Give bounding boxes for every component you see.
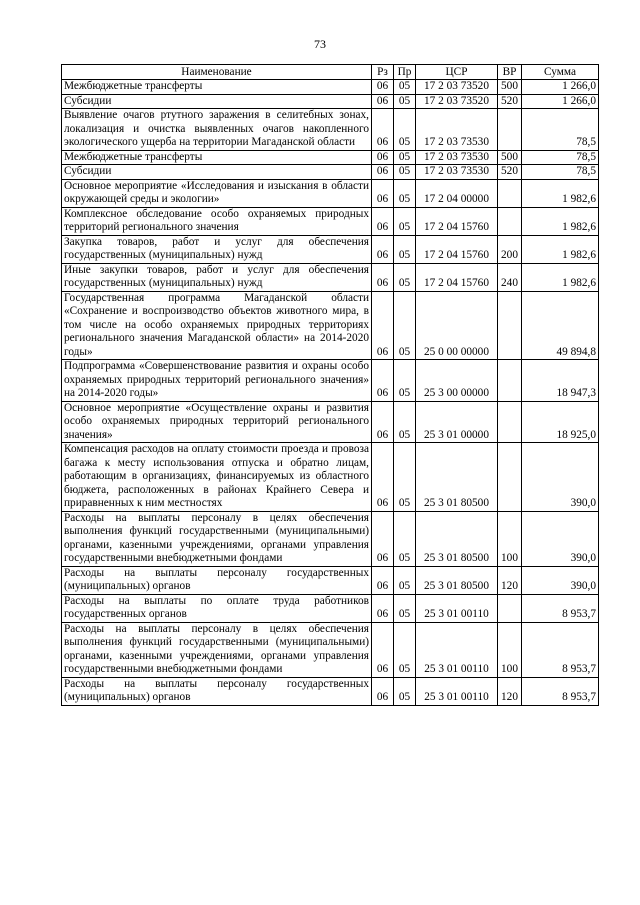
row-name-cell: Расходы на выплаты персоналу в целях обеспечения выполнения функций государственными (муниципальными) органами, казенными учреждениями, органами управления государственными внебюджетными фондами: [62, 511, 372, 566]
row-sum-cell: 18 925,0: [522, 401, 599, 443]
row-rz-cell: 06: [372, 443, 394, 512]
row-vr-cell: [498, 360, 522, 402]
row-csr-cell: 25 0 00 00000: [416, 291, 498, 360]
row-rz-cell: 06: [372, 207, 394, 235]
row-rz-cell: 06: [372, 566, 394, 594]
row-sum-cell: 78,5: [522, 109, 599, 151]
table-header-row: [62, 65, 599, 80]
row-vr-cell: 500: [498, 150, 522, 165]
row-name-cell: Комплексное обследование особо охраняемых природных территорий регионального значения: [62, 207, 372, 235]
row-name-cell: Расходы на выплаты по оплате труда работников государственных органов: [62, 594, 372, 622]
header-rz: Рз: [372, 65, 394, 80]
table-row: [62, 401, 599, 443]
table-row: [62, 291, 599, 360]
table-row: [62, 179, 599, 207]
row-csr-cell: 25 3 01 00110: [416, 677, 498, 705]
row-name-cell: Субсидии: [62, 94, 372, 109]
row-pr-cell: 05: [394, 511, 416, 566]
row-csr-cell: 17 2 04 00000: [416, 179, 498, 207]
row-vr-cell: [498, 291, 522, 360]
row-rz-cell: 06: [372, 401, 394, 443]
row-csr-cell: 17 2 03 73530: [416, 165, 498, 180]
row-csr-cell: 25 3 01 00110: [416, 594, 498, 622]
row-pr-cell: 05: [394, 401, 416, 443]
row-name-cell: Расходы на выплаты персоналу государственных (муниципальных) органов: [62, 677, 372, 705]
row-sum-cell: 8 953,7: [522, 677, 599, 705]
row-sum-cell: 18 947,3: [522, 360, 599, 402]
table-row: [62, 622, 599, 677]
row-pr-cell: 05: [394, 677, 416, 705]
header-name: Наименование: [62, 65, 372, 80]
row-pr-cell: 05: [394, 150, 416, 165]
row-csr-cell: 17 2 04 15760: [416, 207, 498, 235]
row-csr-cell: 25 3 01 00110: [416, 622, 498, 677]
table-row: [62, 677, 599, 705]
row-sum-cell: 390,0: [522, 566, 599, 594]
row-vr-cell: 500: [498, 80, 522, 95]
row-name-cell: Субсидии: [62, 165, 372, 180]
row-sum-cell: 1 982,6: [522, 263, 599, 291]
row-csr-cell: 25 3 01 00000: [416, 401, 498, 443]
row-vr-cell: 200: [498, 235, 522, 263]
row-name-cell: Основное мероприятие «Исследования и изыскания в области окружающей среды и экологии»: [62, 179, 372, 207]
table-row: [62, 360, 599, 402]
row-csr-cell: 25 3 01 80500: [416, 566, 498, 594]
row-vr-cell: [498, 443, 522, 512]
table-row: [62, 80, 599, 95]
table-row: [62, 109, 599, 151]
row-sum-cell: 1 982,6: [522, 207, 599, 235]
row-sum-cell: 78,5: [522, 165, 599, 180]
row-vr-cell: [498, 109, 522, 151]
row-csr-cell: 25 3 01 80500: [416, 443, 498, 512]
row-pr-cell: 05: [394, 594, 416, 622]
row-pr-cell: 05: [394, 179, 416, 207]
row-csr-cell: 17 2 04 15760: [416, 235, 498, 263]
row-pr-cell: 05: [394, 622, 416, 677]
row-name-cell: Расходы на выплаты персоналу в целях обеспечения выполнения функций государственными (муниципальными) органами, казенными учреждениями, органами управления государственными внебюджетными фондами: [62, 622, 372, 677]
table-row: [62, 594, 599, 622]
row-name-cell: Иные закупки товаров, работ и услуг для обеспечения государственных (муниципальных) нужд: [62, 263, 372, 291]
row-pr-cell: 05: [394, 165, 416, 180]
row-csr-cell: 25 3 01 80500: [416, 511, 498, 566]
row-rz-cell: 06: [372, 677, 394, 705]
table-row: [62, 511, 599, 566]
row-pr-cell: 05: [394, 207, 416, 235]
row-sum-cell: 1 266,0: [522, 80, 599, 95]
row-vr-cell: [498, 179, 522, 207]
row-rz-cell: 06: [372, 291, 394, 360]
row-sum-cell: 8 953,7: [522, 594, 599, 622]
row-name-cell: Расходы на выплаты персоналу государственных (муниципальных) органов: [62, 566, 372, 594]
row-pr-cell: 05: [394, 109, 416, 151]
row-sum-cell: 390,0: [522, 511, 599, 566]
table-row: [62, 207, 599, 235]
row-csr-cell: 17 2 03 73530: [416, 109, 498, 151]
row-vr-cell: [498, 207, 522, 235]
table-row: [62, 150, 599, 165]
row-rz-cell: 06: [372, 80, 394, 95]
row-pr-cell: 05: [394, 443, 416, 512]
header-csr: ЦСР: [416, 65, 498, 80]
header-vr: ВР: [498, 65, 522, 80]
row-rz-cell: 06: [372, 179, 394, 207]
row-vr-cell: 240: [498, 263, 522, 291]
table-row: [62, 235, 599, 263]
row-vr-cell: 520: [498, 94, 522, 109]
row-csr-cell: 17 2 03 73520: [416, 80, 498, 95]
row-rz-cell: 06: [372, 165, 394, 180]
page-number: 73: [314, 37, 326, 51]
row-csr-cell: 17 2 03 73520: [416, 94, 498, 109]
row-pr-cell: 05: [394, 566, 416, 594]
table-row: [62, 263, 599, 291]
row-pr-cell: 05: [394, 263, 416, 291]
row-vr-cell: 120: [498, 677, 522, 705]
row-name-cell: Межбюджетные трансферты: [62, 80, 372, 95]
table-body: [62, 80, 599, 706]
row-sum-cell: 1 982,6: [522, 235, 599, 263]
row-sum-cell: 8 953,7: [522, 622, 599, 677]
row-name-cell: Межбюджетные трансферты: [62, 150, 372, 165]
row-rz-cell: 06: [372, 360, 394, 402]
header-sum: Сумма: [522, 65, 599, 80]
table-row: [62, 443, 599, 512]
row-sum-cell: 1 982,6: [522, 179, 599, 207]
header-pr: Пр: [394, 65, 416, 80]
row-pr-cell: 05: [394, 360, 416, 402]
row-vr-cell: 120: [498, 566, 522, 594]
row-vr-cell: 100: [498, 622, 522, 677]
row-vr-cell: [498, 594, 522, 622]
row-pr-cell: 05: [394, 291, 416, 360]
row-name-cell: Государственная программа Магаданской области «Сохранение и воспроизводство объектов животного мира, в том числе на особо охраняемых природных территориях регионального значения Магаданской области» на 2014-2020 годы»: [62, 291, 372, 360]
row-rz-cell: 06: [372, 511, 394, 566]
row-sum-cell: 1 266,0: [522, 94, 599, 109]
row-rz-cell: 06: [372, 263, 394, 291]
row-sum-cell: 49 894,8: [522, 291, 599, 360]
row-rz-cell: 06: [372, 235, 394, 263]
row-pr-cell: 05: [394, 80, 416, 95]
row-pr-cell: 05: [394, 235, 416, 263]
row-sum-cell: 78,5: [522, 150, 599, 165]
row-rz-cell: 06: [372, 622, 394, 677]
row-name-cell: Выявление очагов ртутного заражения в селитебных зонах, локализация и очистка выявленных очагов накопленного экологического ущерба на территории Магаданской области: [62, 109, 372, 151]
table-row: [62, 94, 599, 109]
row-csr-cell: 17 2 03 73530: [416, 150, 498, 165]
row-pr-cell: 05: [394, 94, 416, 109]
row-name-cell: Компенсация расходов на оплату стоимости проезда и провоза багажа к месту использования отпуска и обратно лицам, работающим в организациях, финансируемых из областного бюджета, расположенных в районах Крайнего Севера и приравненных к ним местностях: [62, 443, 372, 512]
row-name-cell: Закупка товаров, работ и услуг для обеспечения государственных (муниципальных) нужд: [62, 235, 372, 263]
row-rz-cell: 06: [372, 94, 394, 109]
row-csr-cell: 25 3 00 00000: [416, 360, 498, 402]
row-sum-cell: 390,0: [522, 443, 599, 512]
table-row: [62, 165, 599, 180]
row-rz-cell: 06: [372, 109, 394, 151]
row-csr-cell: 17 2 04 15760: [416, 263, 498, 291]
table-row: [62, 566, 599, 594]
row-rz-cell: 06: [372, 150, 394, 165]
row-vr-cell: 100: [498, 511, 522, 566]
row-name-cell: Основное мероприятие «Осуществление охраны и развития особо охраняемых природных территорий регионального значения»: [62, 401, 372, 443]
row-rz-cell: 06: [372, 594, 394, 622]
row-name-cell: Подпрограмма «Совершенствование развития и охраны особо охраняемых природных территорий регионального значения» на 2014-2020 годы»: [62, 360, 372, 402]
budget-table: [61, 64, 599, 706]
row-vr-cell: 520: [498, 165, 522, 180]
row-vr-cell: [498, 401, 522, 443]
